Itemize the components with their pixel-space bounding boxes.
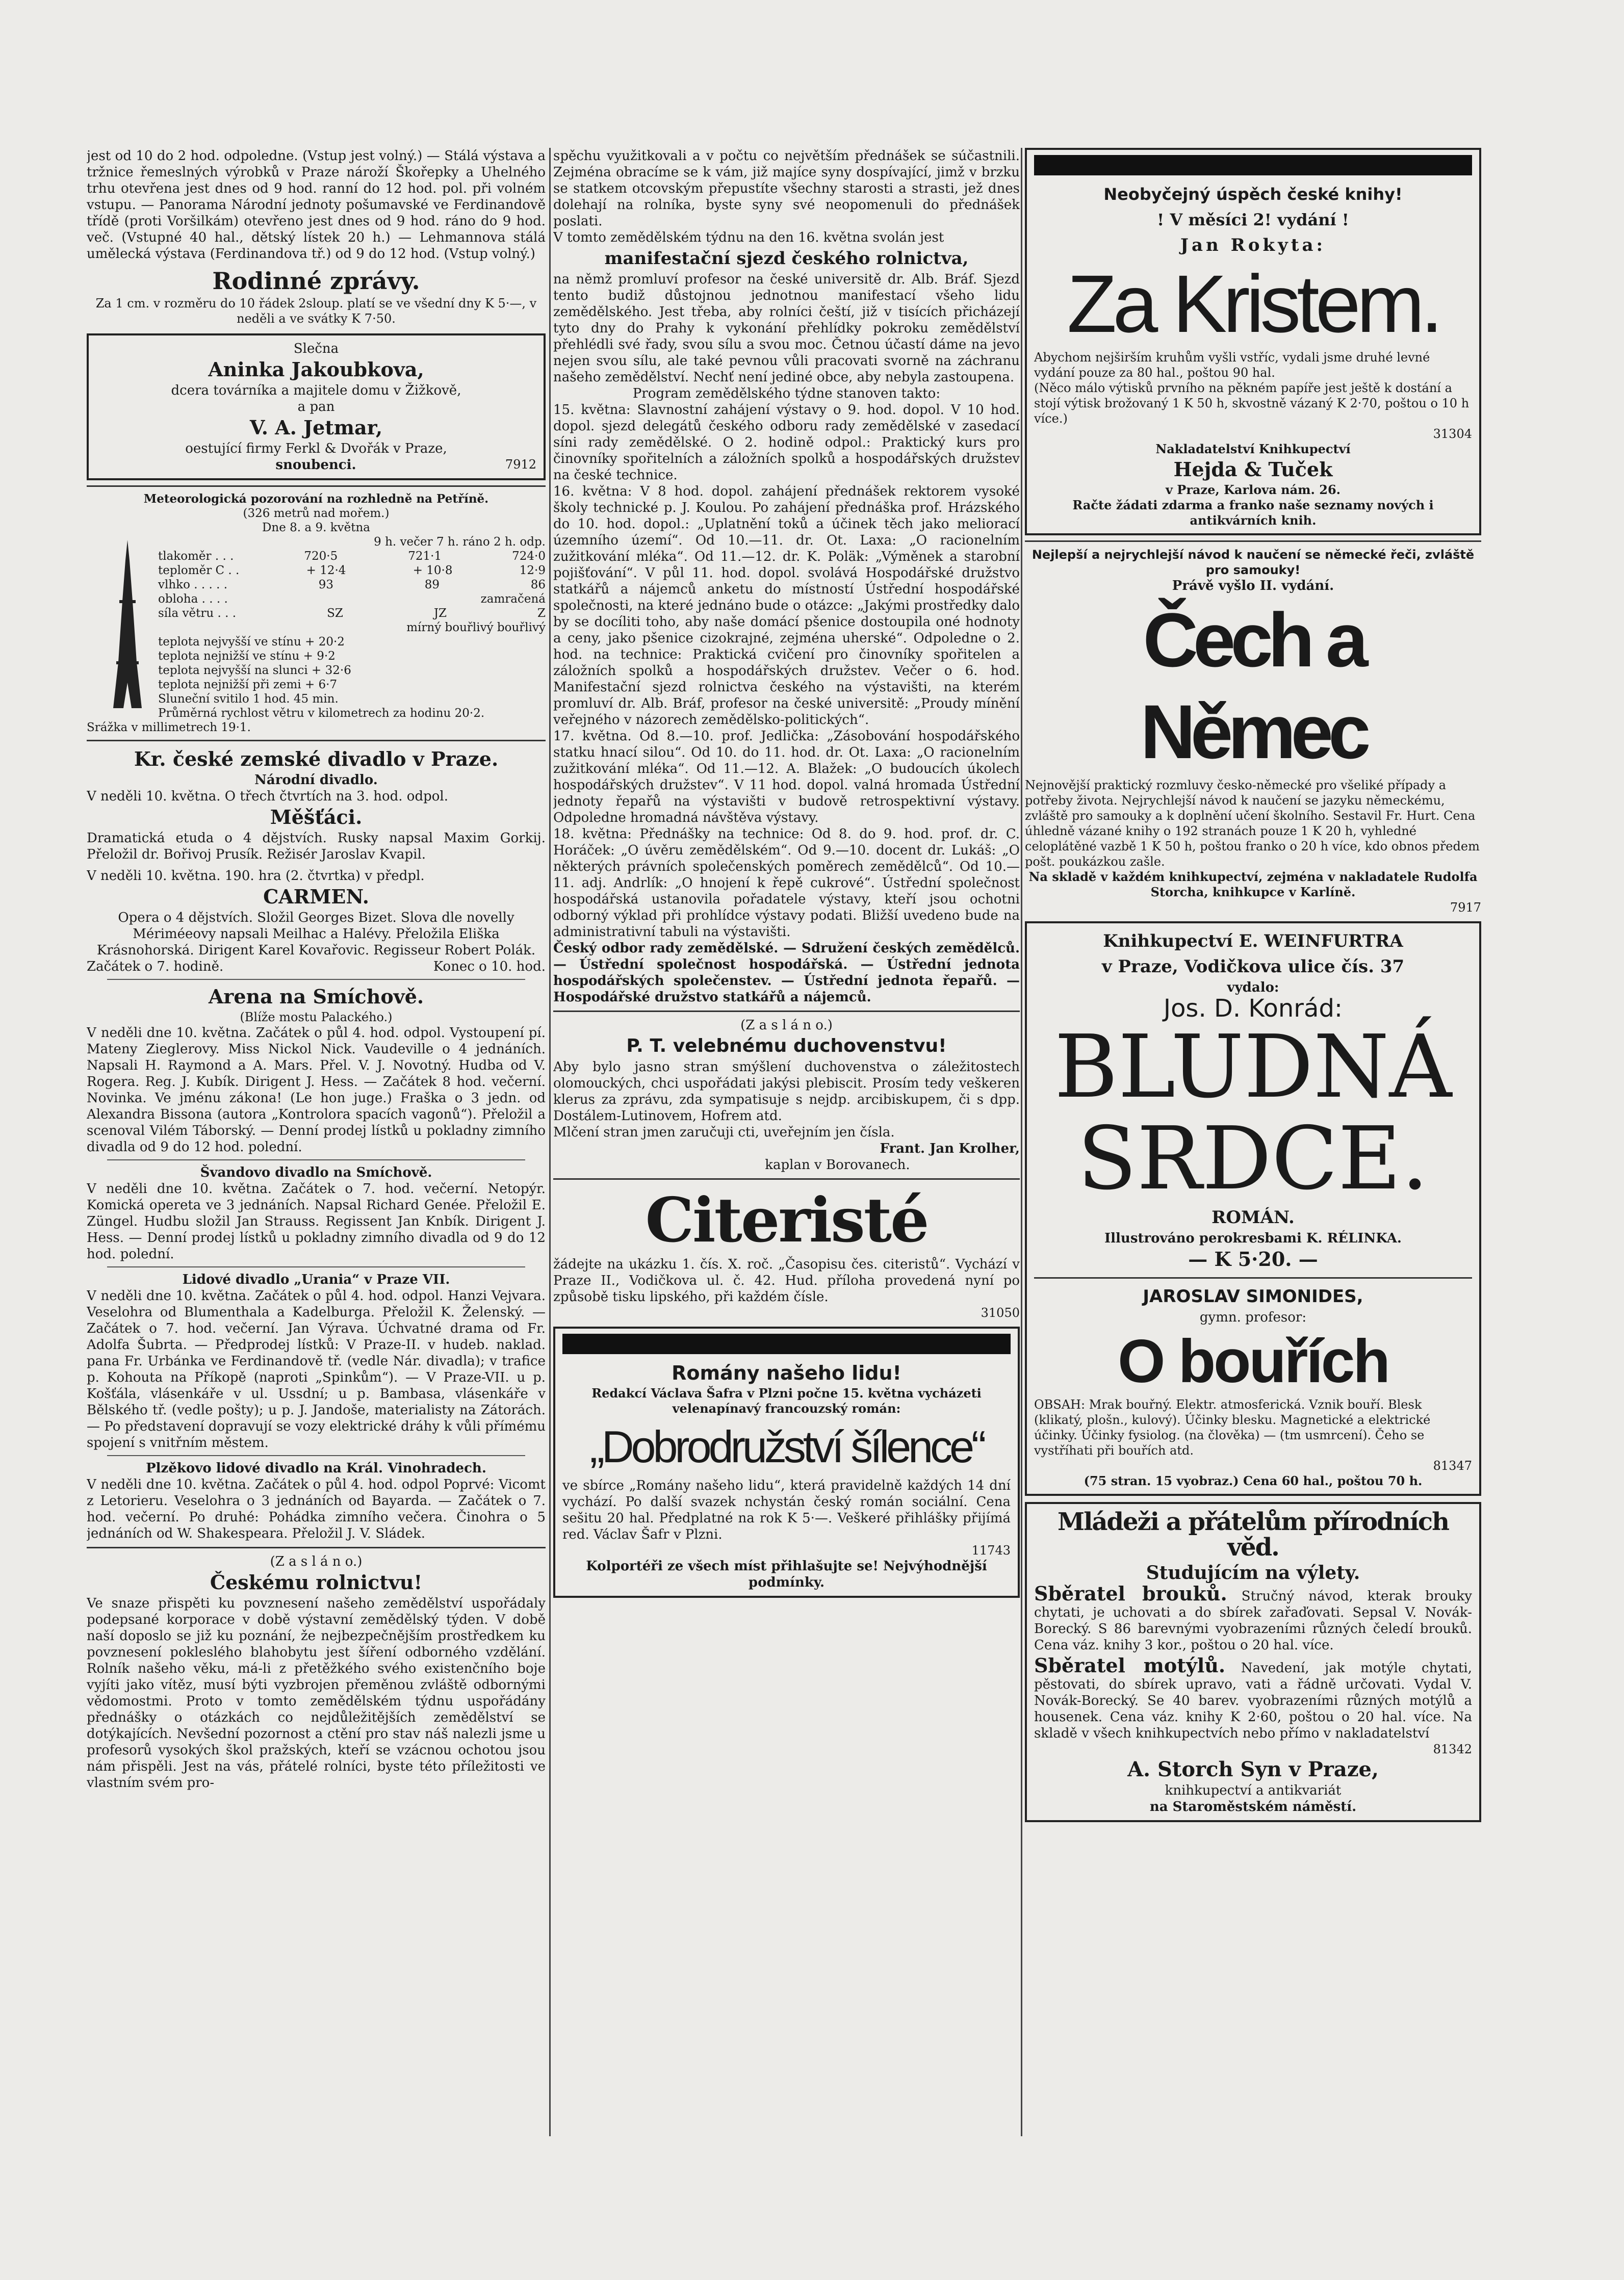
ad-author: Jan Rokyta: (1180, 235, 1326, 255)
ad-headline: Neobyčejný úspěch české knihy! (1103, 185, 1403, 204)
ad-genre: ROMÁN. (1211, 1207, 1295, 1228)
meteo-label: tlakoměr . . . (158, 550, 234, 563)
engagement-notice (87, 333, 546, 480)
ad-headline: Mládeži a přátelům přírodních věd. (1057, 1508, 1449, 1562)
sent-in-label: (Z a s l á n o.) (740, 1018, 833, 1033)
ad-book-title: BLUDNÁ (1054, 1017, 1452, 1118)
ad-author: Jos. D. Konrád: (1163, 994, 1343, 1023)
farmers-appeal-text: Ve snaze přispěti ku povznesení našeho zemědělství uspořádaly podepsané korporace v době výstavní zemědělský týden. V době naší doposlo se již ku poznání, že nejbezpečnějším prostředkem ku povznesení pokleslého blahobytu jest šíření odborného vzdělání. Rolník našeho věku, má-li z přetěžkého svého existenčního boje vyjíti jako vítěz, musí býti vyzbrojen přeměnou zvláště odbornými vědomostmi. Proto v tomto zemědělském týdnu uspořádány přednášky o otázkách co nejdůležitějších zemědělství se dotýkajících. Nevšední pozornost a ctění pro stav náš nalezli jsme u profesorů vysokých škol pražských, kteří se vzácnou ochotou jsou nám přispěli. Jest na vás, přátelé rolníci, byste této příležitosti ve vlastním svém pro- (87, 1596, 546, 1791)
ad-publisher-name: Hejda & Tuček (1173, 458, 1333, 481)
meteo-line: Srážka v millimetrech 19·1. (87, 721, 251, 734)
ad-address: v Praze, Vodičkova ulice čís. 37 (1101, 956, 1405, 977)
ad-text: OBSAH: Mrak bouřný. Elektr. atmosferická. Vznik bouří. Blesk (klikatý, plošn., kulový). Účinky blesku. Magnetické a elektrické účinky. Účinky fysiolog. (na člověka) — (tm usmrcení). Čeho se vystříhati při bouřích atd. (1034, 1397, 1431, 1458)
meteo-value: 86 (530, 578, 546, 591)
performance-end: Konec o 10. hod. (433, 959, 546, 974)
novels-ad-title: Romány našeho lidu! (672, 1362, 901, 1384)
ad-headline: Studujícím na výlety. (1146, 1562, 1360, 1584)
ad-author-title: gymn. profesor: (1199, 1310, 1307, 1325)
ad-publisher-name: A. Storch Syn v Praze, (1127, 1757, 1379, 1781)
meteo-line: teplota nejvyšší na slunci + 32·6 (158, 664, 351, 677)
ad-book-title: Sběratel motýlů. (1034, 1654, 1226, 1677)
article-paragraph: 15. května: Slavnostní zahájení výstavy o 9. hod. dopol. V 10 hod. dopol. sjezd delegátů českého odboru rady zemědělské v zasedací síni rady zemědělské. O 2. hodině odpol.: Praktický kurs pro činovníky spořitelních a záložních spolků a hospodářských družstev na české technice. (553, 402, 1020, 483)
meteo-date: Dne 8. a 9. května (262, 521, 371, 534)
vinohrady-heading: Plzěkovo lidové divadlo na Král. Vinohradech. (146, 1461, 486, 1476)
ad-book-title: Čech a Němec (1140, 597, 1366, 774)
meteo-label: vlhko . . . . . (158, 578, 228, 591)
ad-number: 31050 (981, 1306, 1020, 1320)
meteo-line: teplota nejnižší při zemi + 6·7 (158, 678, 338, 691)
performance-date: V neděli 10. května. 190. hra (2. čtvrtka) v předpl. (87, 868, 425, 884)
ad-banner (1034, 155, 1472, 175)
ad-number: 81342 (1433, 1742, 1472, 1756)
ad-text: Abychom nejširším kruhům vyšli vstříc, vydali jsme druhé levné vydání pouze za 80 hal., poštou 90 hal. (1034, 350, 1430, 380)
meteo-label: obloha . . . . (158, 592, 228, 606)
arena-program: V neděli dne 10. května. Začátek o půl 4. hod. odpol. Vystoupení pí. Mateny Zieglerovy. Miss Nickol Nick. Vaudeville o 4 jednáních. Napsali H. Raymond a A. Mars. Přel. V. J. Novotný. Hudba od V. Rogera. Reg. J. Kubík. Dirigent J. Hess. — Začátek 8 hod. večerní. Novinka. Ve jménu zákona! (Le hon juge.) Fraška o 3 jedn. od Alexandra Bissona (autora „Kontrolora spacích vagonů“). Přeložil a scenoval Vilém Táborský. — Denní prodej lístků u pokladny zimního divadla od 9 do 12 hod. polední. (87, 1025, 546, 1155)
clergy-appeal-text: Aby bylo jasno stran smýšlení duchovenstva o záležitostech olomouckých, chci uspořádati jakýsi plebiscit. Prosím tedy veškeren klerus za zprávu, zda sympatisuje s nejdp. arcibiskupem, či s dpp. Dostálem-Lutinovem, Hofrem atd. (553, 1059, 1020, 1124)
meteo-line: Sluneční svitilo 1 hod. 45 min. (158, 692, 339, 706)
performance-start: Začátek o 7. hodině. (87, 959, 224, 974)
svanda-heading: Švandovo divadlo na Smíchově. (200, 1165, 432, 1180)
petrin-tower-icon (112, 540, 143, 708)
meteo-line: teplota nejvyšší ve stínu + 20·2 (158, 635, 345, 649)
ad-headline: Nejlepší a nejrychlejší návod k naučení se německé řeči, zvláště pro samouky! (1032, 548, 1475, 577)
arena-sub: (Blíže mostu Palackého.) (240, 1010, 393, 1024)
meteo-title: Meteorologická pozorování na rozhledně na Petříně. (143, 492, 489, 506)
meteo-value: 720·5 (304, 550, 338, 563)
ad-text: Navedení, jak motýle chytati, pěstovati, do sbírek upravo, vati a řádně určovati. Vydal V. Novák-Borecký. Se 40 barev. vyobrazeními různých motýlů a housenek. Cena váz. knihy K 2·60, poštou o 20 hal. více. Na skladě v všech knihkupectvích nebo přímo v nakladatelství (1034, 1661, 1472, 1741)
bludna-srdce-ad (1025, 921, 1481, 1496)
ad-text: Illustrováno perokresbami K. RÉLINKA. (1104, 1231, 1402, 1246)
meteo-columns: 9 h. večer 7 h. ráno 2 h. odp. (374, 535, 546, 549)
performance-desc: Dramatická etuda o 4 dějstvích. Rusky napsal Maxim Gorkij. Přeložil dr. Bořivoj Prusík. Režisér Jaroslav Kvapil. (87, 831, 546, 862)
article-paragraph: 17. května. Od 8.—10. prof. Jedlička: „Zásobování hospodářského statku hnací silou“. Od 10. do 11. hod. dr. Ot. Laxa: „O racionelním zužitkování mléka“. Od 11.—12. A. Blažek: „O budoucích úkolech hospodářských družstev“. V 11 hod. dopol. valná hromada Ústřední jednoty řepařů na výstavišti v budově retrospektivní výstavy. Odpoledne hromadná návštěva výstavy. (553, 729, 1020, 825)
clergy-appeal-text: Mlčení stran jmen zaručuji cti, uveřejním jen čísla. (553, 1125, 895, 1140)
ad-text: (Něco málo výtisků prvního na pěkném papíře jest ještě k dostání a stojí výtisk brožovaný 1 K 50 h, skvostně vázaný K 2·70, poštou o 10 h více.) (1034, 381, 1470, 426)
exhibition-notice: jest od 10 do 2 hod. odpoledne. (Vstup jest volný.) — Stálá výstava a tržnice řemeslných výrobků v Praze nároží Škořepky a Uhelného trhu otevřena jest dnes od 9 hod. ranní do 12 hod. pol. při volném vstupu. — Panorama Národní jednoty pošumavské ve Ferdinandově třídě (proti Voršilkám) otevřeno jest dnes od 9 hod. ráno do 9 hod. več. (Vstupné 40 hal., dětský lístek 20 h.) — Lehmannova stálá umělecká výstava (Ferdinandova tř.) od 9 do 12 hod. (Vstup volný.) (87, 148, 546, 262)
ad-book-title: Za Kristem. (1067, 258, 1439, 349)
ad-address: na Staroměstském náměstí. (1149, 1799, 1357, 1815)
ad-banner (562, 1334, 1011, 1354)
arena-heading: Arena na Smíchově. (208, 985, 424, 1008)
meteo-wind-desc: mírný bouřlivý bouřlivý (406, 621, 546, 634)
meteo-label: síla větru . . . (158, 607, 237, 620)
article-paragraph: spěchu využitkovali a v počtu co největším přednášek se súčastnili. Zejména obracíme se k vám, již majíce syny dospívající, jimž v brzku se statkem otcovským přepustíte všechny starosti a strasti, jež dnes dolehají na rolníka, byste syny své neopomenuli do přednášek poslati. (553, 148, 1020, 229)
meteo-value: 721·1 (408, 550, 442, 563)
meteo-value: + 12·4 (306, 564, 346, 577)
ad-number: 81347 (1433, 1459, 1472, 1473)
theatre-heading: Kr. české zemské divadlo v Praze. (134, 747, 499, 770)
ad-publisher: Nakladatelství Knihkupectví (1155, 442, 1351, 456)
column-middle (553, 148, 1020, 2157)
meteo-value: 89 (424, 578, 440, 591)
novels-ad-big: „Dobrodružství šílence“ (589, 1421, 984, 1472)
vinohrady-program: V neděli dne 10. května. Začátek o půl 4. hod. odpol Poprvé: Vicomt z Letorieru. Veselohra o 3 jednáních od Bayarda. — Začátek o 7. hod. večerní. Po druhé: Pohádka zimního večera. Činohra o 5 jednáních od W. Shakespeara. Přeložil J. V. Sládek. (87, 1477, 546, 1541)
performance-date: V neděli 10. května. O třech čtvrtích na 3. hod. odpol. (87, 789, 448, 804)
article-paragraph: 18. května: Přednášky na technice: Od 8. do 9. hod. prof. dr. C. Horáček: „O úvěru zemědělském“. Od 9.—10. docent dr. Lukáš: „O některých právních společenských poměrech zemědělců“. Od 10.—11. adj. Andrlík: „O hnojení k řepě cukrové“. Ústřední společnost hospodářská ustanovila pořadatele výstavy, kteří jsou ochotni odborný výklad při prohlídce výstavy podati. Bližší uvedeno bude na administrativní tabuli na výstavišti. (553, 826, 1020, 940)
meteo-value: 724·0 (512, 550, 546, 563)
nature-books-ad (1025, 1502, 1481, 1822)
zither-ad-text: žádejte na ukázku 1. čís. X. roč. „Časopisu čes. citeristů“. Vychází v Praze II., Vodičkova ul. č. 42. Hud. příloha provedená nyní po způsobě tisku lipského, při každém čísle. (553, 1257, 1020, 1305)
meteo-value: + 10·8 (413, 564, 453, 577)
ad-headline: ! V měsíci 2! vydání ! (1157, 210, 1349, 229)
ad-book-title: SRDCE. (1077, 1108, 1429, 1209)
ad-number: 31304 (1433, 427, 1472, 441)
ad-footer: (75 stran. 15 vyobraz.) Cena 60 hal., poštou 70 h. (1084, 1473, 1423, 1488)
urania-program: V neděli dne 10. května. Začátek o půl 4. hod. odpol. Hanzi Vejvara. Veselohra od Blumenthala a Kadelburga. Přeložil K. Želenský. — Začátek o 7. hod. večerní. Jan Výrava. Úchvatné drama od Fr. Adolfa Šubrta. — Předprodej lístků: V Praze-II. v hudeb. naklad. pana Fr. Urbánka ve Ferdinandově tř. (vedle Nár. divadla); v trafice p. Kohouta na Příkopě (naproti „Spinkům“). — V Praze-VII. u p. Košťála, vlásenkáře v ul. Ussdní; u p. Bambasa, vlásenkáře v Bělského tř. (vedle pošty); u p. J. Jandoše, materialisty na Zátorách. — Po představení dopravují se vozy elektrické dráhy k vůli přímému spojení s vnitřním městem. (87, 1288, 546, 1450)
clergy-appeal-heading: P. T. velebnému duchovenstvu! (626, 1035, 947, 1056)
ad-text: vydalo: (1227, 980, 1279, 995)
meteo-report (87, 492, 546, 735)
ad-text: Nejnovější praktický rozmluvy česko-německé pro všeliké případy a potřeby života. Nejrychlejší návod k naučení se jazyku německému, zvláště pro samouky a k doplnění učení školního. Sestavil Fr. Hurt. Cena úhledně vázané knihy o 192 stranách pouze 1 K 20 h, vyhledné celoplátěné vazbě 1 K 50 h, poštou franko o 20 h více, kdo obnos předem pošt. poukázkou zašle. (1025, 778, 1480, 869)
novels-ad-footer: Kolportéři ze všech míst přihlašujte se! Nejvýhodnější podmínky. (586, 1559, 987, 1590)
performance-title: CARMEN. (263, 885, 369, 908)
ad-number: 11743 (971, 1543, 1011, 1558)
svanda-program: V neděli dne 10. května. Začátek o 7. hod. večerní. Netopýr. Komická opereta ve 3 jednáních. Napsal Richard Genée. Přeložil E. Züngel. Hudbu složil Jan Strauss. Regissent Jan Knbík. Dirigent J. Hess. — Denní prodej lístků u pokladny zimního divadla od 9 do 12 hod. polední. (87, 1181, 546, 1262)
engagement-groom: V. A. Jetmar, (249, 416, 383, 439)
za-kristem-ad (1025, 148, 1481, 535)
family-news-heading: Rodinné zprávy. (212, 267, 420, 295)
ad-headline: Právě vyšlo II. vydání. (1172, 578, 1334, 593)
meteo-value: 12·9 (519, 564, 546, 577)
novels-ad (553, 1327, 1020, 1598)
ad-number: 7912 (505, 457, 536, 472)
meteo-value: 93 (318, 578, 334, 591)
ad-address: v Praze, Karlova nám. 26. (1165, 482, 1341, 497)
ad-footer: Na skladě v každém knihkupectví, zejména v nakladatele Rudolfa Storcha, knihkupce v Karlíně. (1028, 869, 1478, 899)
meteo-sub: (326 metrů nad mořem.) (243, 507, 390, 520)
cech-nemec-ad (1025, 547, 1481, 915)
column-right (1025, 148, 1481, 2157)
clergy-appeal-signature: Frant. Jan Krolher, (880, 1141, 1020, 1156)
novels-ad-text: ve sbírce „Romány našeho lidu“, která pravidelně každých 14 dní vychází. Po další svazek nchystán český román sociální. Cena sešitu 20 hal. Předplatné na rok K 5·—. Veškeré přihlášky přijímá red. Václav Šafr v Plzni. (562, 1478, 1011, 1542)
meteo-value: zamračená (480, 592, 546, 606)
engagement-and: a pan (297, 399, 335, 414)
column-rule (549, 148, 551, 2136)
meteo-value: JZ (433, 607, 447, 620)
performance-desc: Opera o 4 dějstvích. Složil Georges Bizet. Slova dle novelly Mériméeovy napsali Meilhac a Halévy. Přeložila Eliška Krásnohorská. Dirigent Karel Kovařovic. Regisseur Robert Polák. (96, 910, 536, 958)
ad-author: JAROSLAV SIMONIDES, (1143, 1286, 1363, 1307)
ad-publisher: knihkupectví a antikvariát (1165, 1783, 1342, 1798)
novels-ad-sub: Redakcí Václava Šafra v Plzni počne 15. května vycházeti velenapínavý francouzský román: (591, 1386, 982, 1416)
column-left (87, 148, 546, 2157)
ad-book-title: Sběratel brouků. (1034, 1582, 1227, 1605)
zither-ad-title: Citeristé (645, 1184, 928, 1256)
ad-price: — K 5·20. — (1188, 1248, 1318, 1271)
article-paragraph: na němž promluví profesor na české universitě dr. Alb. Bráf. Sjezd tento budiž důstojnou jednotnou manifestací všeho lidu zemědělského. Jest třeba, aby rolníci čeští, již v tisících přicházejí tyto dny do Prahy k vykonání přehlídky pokroku zemědělství přehlédli své řady, svou sílu a svou moc. Četnou účastí dáme na jevo nejen svou sílu, ale také pevnou vůli pracovati svorně na záchranu našeho zemědělství. Nechť není jediné obce, aby nebyla zastoupena. (553, 272, 1020, 385)
urania-heading: Lidové divadlo „Urania“ v Praze VII. (182, 1272, 450, 1287)
article-signatories: Český odbor rady zemědělské. — Sdružení českých zemědělců. — Ústřední společnost hospodářská. — Ústřední jednota hospodářských společenstev. — Ústřední jednota řepařů. — Hospodářské družstvo statkářů a nájemců. (553, 941, 1020, 1005)
ad-publisher: Knihkupectví E. WEINFURTRA (1103, 931, 1403, 951)
article-subheading: manifestační sjezd českého rolnictva, (604, 248, 969, 269)
engagement-bride: Aninka Jakoubkova, (208, 358, 424, 381)
national-theatre-heading: Národní divadlo. (254, 772, 378, 788)
engagement-status: snoubenci. (275, 457, 356, 473)
meteo-line: Průměrná rychlost větru v kilometrech za hodinu 20·2. (158, 707, 485, 720)
sent-in-label: (Z a s l á n o.) (270, 1554, 363, 1569)
ad-text: Stručný návod, kterak brouky chytati, je uchovati a do sbírek zařaďovati. Sepsal V. Novák-Borecký. S 86 barevnými vyobrazeními různých čeledí brouků. Cena váz. knihy 3 kor., poštou o 20 hal. více. (1034, 1589, 1472, 1653)
column-rule (1021, 148, 1022, 2136)
family-news-price: Za 1 cm. v rozměru do 10 řádek 2sloup. platí se ve všední dny K 5·—, v neděli a ve svátky K 7·50. (95, 296, 537, 326)
ad-number: 7917 (1450, 900, 1481, 915)
article-paragraph: 16. května: V 8 hod. dopol. zahájení přednášek rektorem vysoké školy technické p. J. Koulou. Po zahájení přednáška prof. Hrázského do 10. hod. dopol.: „Uplatnění toků a účinek těch jako meliorací územního území“. Od 10.—11. dr. Ot. Laxa: „O racionelním zužitkování mléka“. Od 11.—12. dr. K. Poläk: „Výměnek a starobní pojišťování“. V půl 11. hod. dopol. svolává Hospodářské družstvo statkářů a nájemců anketu do místností Ústřední hospodářské společnosti, na které jednáno bude o otázce: „Jakými prostředky dalo by se docíliti toho, aby naše domácí pšenice dostoupila oné hodnoty a ceny, jako pšenice cizokrajné, zejména uherské“. Odpoledne o 2. hod. na technice: Praktická cvičení pro činovníky spořitelen a záložních spolků a hospodářských družstev. Večer o 6. hod. Manifestační sjezd rolnictva českého na výstavišti, na kterém promluví dr. Alb. Bráf, profesor na české universitě: „Proudy mínění veřejného v názorech zemědělsko-politických“. (553, 484, 1020, 728)
farmers-appeal-heading: Českému rolnictvu! (210, 1571, 423, 1594)
article-paragraph: Program zemědělského týdne stanoven takto: (632, 386, 941, 401)
article-paragraph: V tomto zemědělském týdnu na den 16. května svolán jest (553, 230, 944, 245)
ad-book-title: O bouřích (1118, 1327, 1388, 1395)
ad-footer: Račte žádati zdarma a franko naše seznamy nových i antikvárních knih. (1072, 498, 1434, 528)
performance-title: Měšťáci. (270, 806, 363, 828)
clergy-appeal-signature-title: kaplan v Borovanech. (765, 1157, 910, 1173)
meteo-line: teplota nejnižší ve stínu + 9·2 (158, 650, 336, 663)
engagement-miss: Slečna (293, 341, 339, 356)
meteo-value: Z (537, 607, 546, 620)
meteo-value: SZ (327, 607, 343, 620)
engagement-groom-desc: oestující firmy Ferkl & Dvořák v Praze, (185, 441, 447, 456)
meteo-label: teploměr C . . (158, 564, 240, 577)
engagement-bride-desc: dcera továrníka a majitele domu v Žižkově, (171, 383, 461, 398)
